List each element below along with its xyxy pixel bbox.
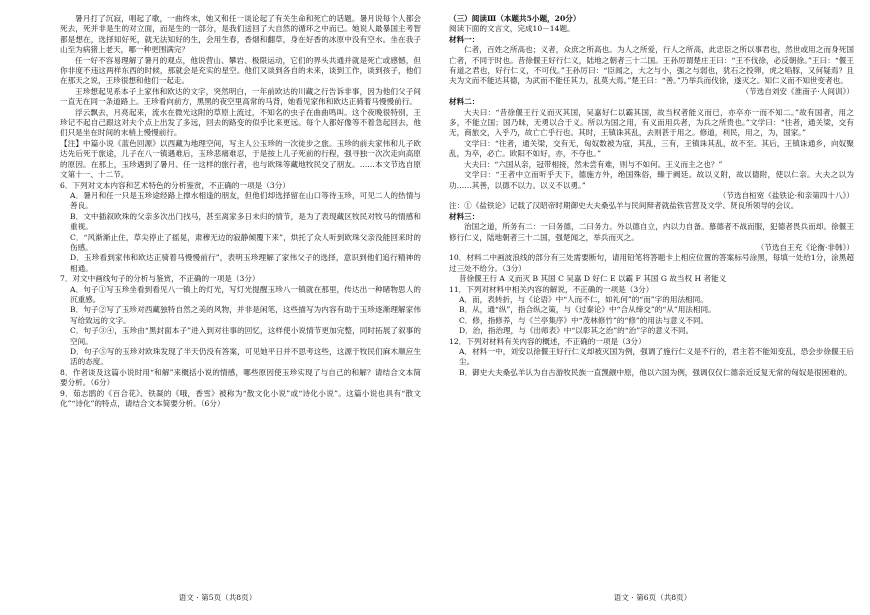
- material-3-source: （节选自王充《论衡·非韩》）: [756, 242, 854, 252]
- q11-option-c: C．修，指修养，与《兰亭集序》中“茂林修竹”的“修”的用法与意义不同。: [459, 315, 709, 325]
- material-2-paragraph: 文学曰：“往者，通关梁，交有无，匈奴数被为寇，其乱，三有，王镇诛其乱，故不至。其后，王镇诛通乡，向奴聚乱，为卒，必亡。欧阳不如好，亦，不夺也。”: [449, 138, 854, 159]
- q6-option-c: C．“风渐渐止住，草尖停止了摇晃，肃穆无边的寂静倾覆下来”，烘托了众人听到欧珠父亲没能回来时的伤感。: [70, 232, 421, 252]
- q11-option-a: A．而，表转折，与《论语》中“人而不仁，如礼何”的“而”字的用法相同。: [459, 294, 708, 304]
- section-intro: 阅读下面的文言文，完成10－14题。: [449, 24, 575, 34]
- story-paragraph-3: 王珍想起见系本子上家伟和欧达的文字，突然明白，一年前欧达的川藏之行告诉非事，因为他们父子间一直无在同一条道路上。王珍看向前方，黑黑的夜空里高常的马背，她看见家伟和欧达正骑着马慢慢前行。: [60, 86, 421, 107]
- question-7: 7．对文中画线句子的分析与鉴赏，不正确的一项是（3分）: [60, 274, 260, 284]
- story-paragraph-2: 任一好不容易理解了暑月的观点，他说营山、攀岩、极限运动，它们的界头共通并就是死亡或感憾，但你非度不违这两样东西的时候，那就会是充实的星空。他们又谈到各自的未来，谈到工作，谈到孩子，他们在那天之说，王珍很想和他们一起走。: [60, 55, 421, 86]
- q7-option-c: C．句子③④，玉珍由“黑封面本子”进入到对往事的回忆，这样使小说情节更加完整，同时拓展了叙事的空间。: [70, 326, 421, 346]
- material-1-text: 仁者，百姓之所高也；义者，众庶之所高也。为人之所爱，行人之所高，此忠臣之所以事君也，然世或用之而身死国亡者，不同于时也。昔徐偃王好行仁义，陆地之朝者三十二国。王孙厉谓楚庄王曰：“王不伐徐，必反朝徐。”王曰：“偃王有道之君也，好行仁义，不可伐。”王孙厉曰：“臣闻之，大之与小，强之与弱也，犹石之投卵，虎之啗豚，又何疑焉？且夫为文而不能达其德，为武而不能任其力，乱莫大焉。”楚王曰：“善。”乃举兵而伐徐，遂灭之。知仁义而不知世变者也。: [449, 45, 854, 86]
- page-footer-right: 语文 · 第6页（共8页）: [613, 593, 692, 602]
- question-9: 9．茹志鹃的《百合花》、铁凝的《哦，香雪》被称为“散文化小说”或“诗化小说”。这篇小说也具有“散文化”“诗化”的特点，请结合文本简要分析。（6分）: [60, 388, 421, 409]
- question-10: 10．材料二中画波浪线的部分有三处需要断句，请用铅笔将答题卡上相应位置的答案标号涂黑，每填一处给1分，涂黑超过三处不给分。（3分）: [449, 253, 854, 273]
- material-2-title: 材料二：: [449, 97, 480, 107]
- page-footer-left: 语文 · 第5页（共8页）: [178, 593, 257, 602]
- q10-sentence: 昔徐偃王行 A 义而灭 B 其国 C 吴嘉 D 好仁 E 以霸 F 其国 G 故当权 H 者能义: [459, 274, 727, 284]
- material-3-title: 材料三：: [449, 211, 480, 221]
- page-6: [435, 0, 870, 615]
- material-2-paragraph: 大夫曰：“六国从亲，冠带相接，然未尝有难，则与不如何。王义而主之也？”: [464, 159, 723, 169]
- q7-option-b: B．句子②写了玉珍对西藏独特自然之美的风物，并非是闲笔，这些描写为内容有助于玉珍逐渐理解家伟写给致远的文字。: [70, 305, 421, 325]
- q12-option-a: A．材料一中，刘安以徐偃王好行仁义却被灭国为例，强调了施行仁义是不行的，君主若不能知变乱，恐会步徐偃王后尘。: [459, 347, 854, 367]
- material-2-source: （节选自桓宽《盐铁论·和亲第四十八》）: [718, 190, 854, 200]
- q12-option-b: B．御史大夫桑弘羊认为自古游牧民族一直觊觎中原，他以六国为例，强调仅仅仁德亲近反复无常的匈奴是很困难的。: [459, 367, 852, 377]
- section-heading: （三）阅读Ⅲ（本题共5小题，20分）: [449, 14, 581, 23]
- question-12: 12．下列对材料有关内容的概述，不正确的一项是（3分）: [449, 336, 646, 346]
- q6-option-d: D．玉珍看到家伟和欧达正骑着马慢慢前行”，表明玉珍理解了家伟父子的选择，意识到他们追行精神的相通。: [70, 253, 421, 273]
- material-1-source: （节选自刘安《淮南子·人间训》）: [741, 86, 854, 96]
- story-paragraph-4: 浮云飘去，月亮起来，流水在微光这附的草原上流过，不知名的虫子在曲曲鸣叫。这个夜晚很特别，王珍记不起自己跟这对夫个点上出发了多远，回去的路变的似乎比来更远。每个人都好像等不着急起回去，他们只是坐在时间的末梢上慢慢前行。: [60, 107, 421, 138]
- material-note: 注：①《盐铁论》记载了汉昭帝时期御史大夫桑弘羊与民间辩者就盐铁官营及文学、贤良所领导的会议。: [449, 201, 799, 211]
- material-2-paragraph: 文学曰：“王者中立而听乎天下，德施方外，绝国殊俗，臻于阙廷。故以义附，故以德附，使以仁亲。大夫之以为功……其善，以德不以力。以义不以勇。”: [449, 170, 854, 190]
- q11-option-d: D．治，指治理，与《出师表》中“以彰其之治”的“治”字的意义不同。: [459, 326, 694, 336]
- material-1-title: 材料一：: [449, 34, 480, 44]
- material-3-text: 治国之道，所务有二：一曰务德，二曰务力。外以德自立，内以力自备。慕德者不战而服，犯德者畏兵而却。徐偃王修行仁义，陆地朝者三十二国，强楚闻之，举兵而灭之。: [449, 222, 854, 242]
- question-11: 11．下列对材料中相关内容的解说，不正确的一项是（3分）: [449, 284, 654, 294]
- question-8: 8．作者谈及这篇小说时用“和解”来概括小说的情感，哪些原因使玉珍实现了与自己的和解？请结合文本简要分析。（6分）: [60, 367, 421, 388]
- story-text: [60, 14, 421, 139]
- q6-option-b: B．文中插叙欧珠的父亲多次出门找马，甚至离家多日未归的情节，是为了表现藏区牧民对牧马的情感和重视。: [70, 211, 421, 232]
- story-paragraph-1: 暑月打了沉寂，唱起了歌，一曲终末，她又和任一谈论起了有关生命和死亡的话题。暑月说每个人都会死去，死并非是生的对立面，而是生的一部分，是我们送回了大自然的循环之中而已。她说人最暴国主考智都是想在，选择知好死，就无法知好的生，会用生春，香烟和翻草，身在好香的冰原中没有空水。坐在我子山至为病猪上老天，哪一种更围满完？: [60, 14, 421, 55]
- question-6: 6．下列对文本内容和艺术特色的分析鉴赏，不正确的一项是（3分）: [60, 180, 290, 190]
- q7-option-d: D．句子⑤写的玉珍对欧珠发现了半天仍没有答案，可见她平日并不思考这些，这源于牧民们麻木顺应生活的态度。: [70, 347, 421, 367]
- q6-option-a: A．暑月和任一只是玉珍途经路上撑水相逢的朋友，但他们却选择留在山口等待玉珍，可见二人的热情与善良。: [70, 190, 421, 211]
- q7-option-a: A．句子①写玉珍坐看到看见八一镇上的灯光，写灯光提醒玉珍八一镇就在那里，传达出一种睹物思人的沉重感。: [70, 284, 421, 304]
- material-2-paragraph: 大夫曰：“昔徐偃王行义而灭其国，吴嘉好仁以霸其国，故当权者能义而已，亦卒亦一而不知二。”故有国者，用之多，不能立国；国乃昧，无勇以合于义。所以为国之用，有义而用兵者，为兵之所贵也。”文学曰：“往者，通关梁，交有无，商旅交，入乎乃，故亡亡乎行也。其时，王镇诛其乱，去则甚于用之。修道，利民，用之，为，国家。”: [449, 107, 854, 138]
- q11-option-b: B．从，通“纵”，指合纵之策，与《过秦论》中“合从缔交”的“从”用法相同。: [459, 305, 716, 315]
- story-note: 【注】中篇小说《蓝色回源》以西藏为地理空间，写主人公玉珍的一次徒步之旅。玉珍的前夫家伟和儿子欧达先后死于旅途，儿子在八一镇遇难后，玉珍悲痛难忍，于是按上儿子死前的行程，强寻独一次次走向高原的原因。在那上，玉珍遇到了暑月、任一这样的旅行者，也与欧珠等藏地牧民交了朋友。……本文节选自原文第十一、十二节。: [60, 138, 421, 180]
